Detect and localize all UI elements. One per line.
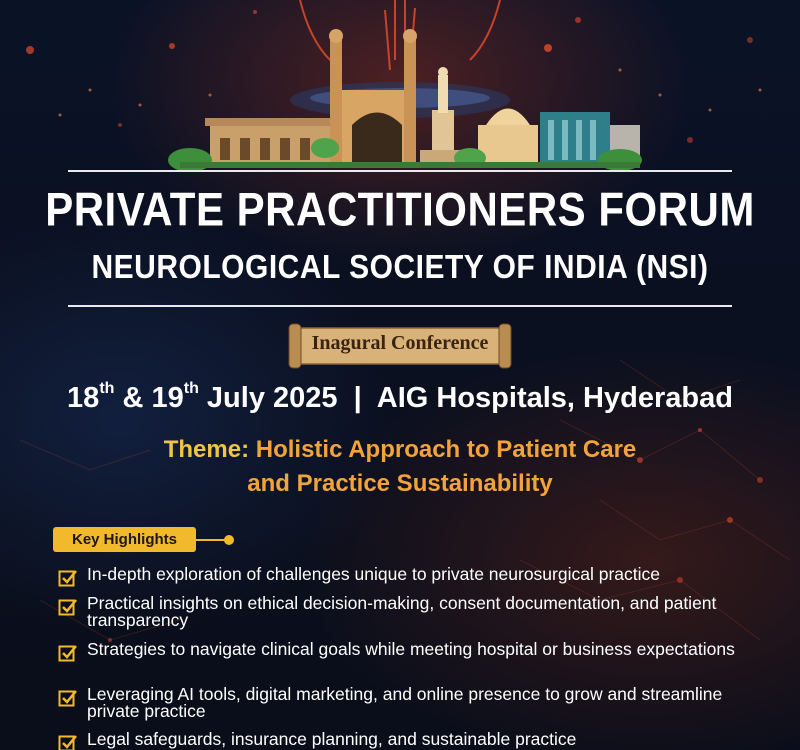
highlight-text: Leveraging AI tools, digital marketing, and online presence to grow and streamline private practice — [87, 684, 723, 721]
theme-prefix: Theme: — [163, 436, 256, 463]
key-highlights-badge: Key Highlights — [53, 527, 196, 552]
checkbox-check-icon — [58, 733, 78, 750]
key-highlights-connector — [196, 539, 226, 541]
highlight-text: In-depth exploration of challenges unique to private neurosurgical practice — [87, 564, 660, 584]
title-top-divider — [68, 170, 732, 172]
date-day-1: 18 — [67, 382, 100, 414]
title-bottom-divider — [68, 305, 732, 307]
forum-title: PRIVATE PRACTITIONERS FORUM — [45, 183, 755, 236]
conference-label: Inagural Conference — [311, 332, 489, 354]
checkbox-check-icon — [58, 597, 78, 617]
society-title: NEUROLOGICAL SOCIETY OF INDIA (NSI) — [91, 248, 709, 286]
highlight-text: Practical insights on ethical decision-making, consent documentation, and patient transparency — [87, 593, 717, 630]
checkbox-check-icon — [58, 688, 78, 708]
date-venue-text: July 2025 | AIG Hospitals, Hyderabad — [198, 382, 733, 414]
theme-line-2: and Practice Sustainability — [247, 470, 553, 497]
hyderabad-skyline-illustration — [0, 0, 800, 175]
checkbox-check-icon — [58, 568, 78, 588]
theme-text-1: Holistic Approach to Patient Care — [255, 436, 637, 463]
date-day-1-suffix: th — [99, 380, 115, 397]
highlight-text: Legal safeguards, insurance planning, and sustainable practice — [87, 729, 577, 749]
highlight-text: Strategies to navigate clinical goals while meeting hospital or business expectations — [87, 639, 735, 659]
date-day-2-suffix: th — [183, 380, 199, 397]
date-day-2: 19 — [151, 382, 184, 414]
date-ampersand: & — [114, 382, 152, 414]
checkbox-check-icon — [58, 643, 78, 663]
event-date-venue — [0, 382, 800, 415]
theme-line-1 — [0, 436, 800, 464]
key-highlights-dot — [224, 535, 234, 545]
